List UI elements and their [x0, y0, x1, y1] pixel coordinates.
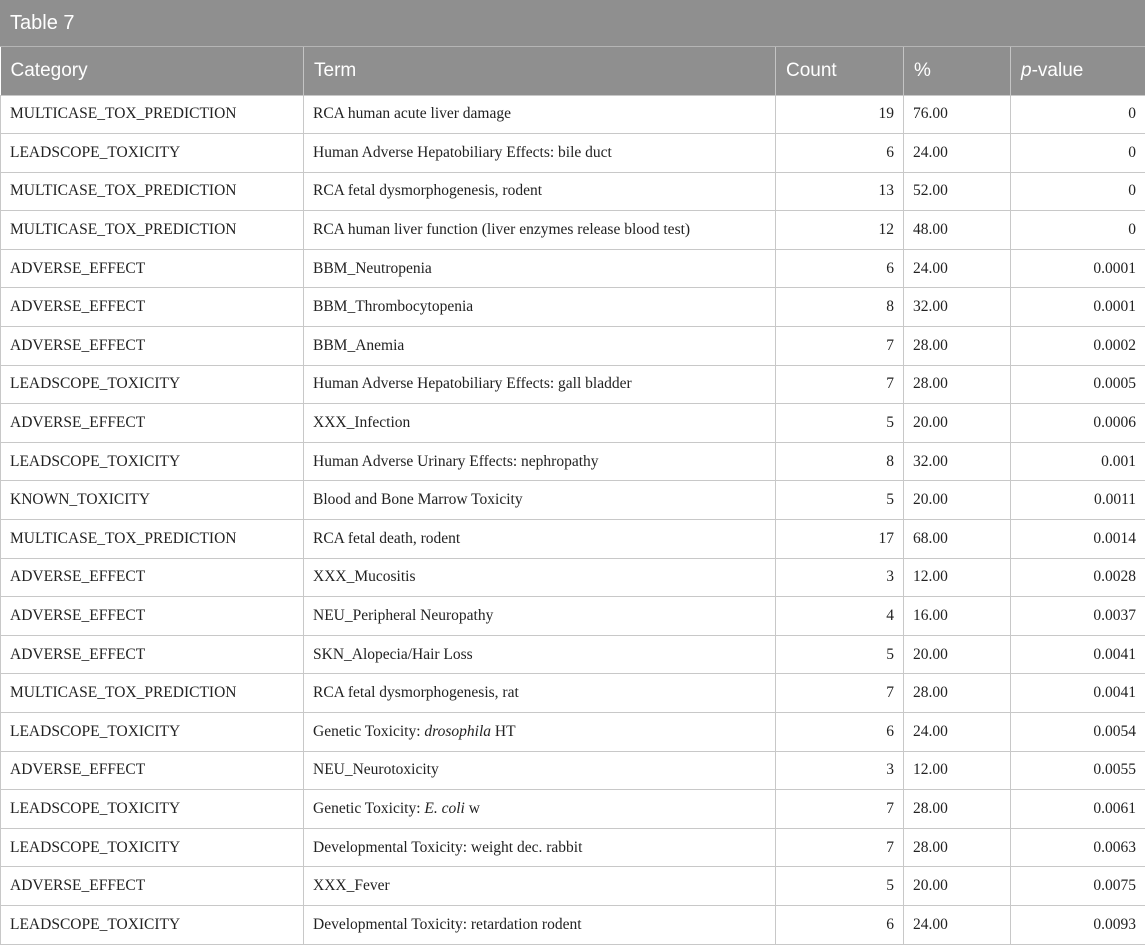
- cell-pvalue: 0.0005: [1011, 365, 1145, 404]
- table-row: [1, 442, 1145, 481]
- cell-term: NEU_Neurotoxicity: [304, 751, 776, 790]
- cell-percent: 20.00: [904, 481, 1011, 520]
- cell-percent: 76.00: [904, 95, 1011, 134]
- cell-term-part: Genetic Toxicity:: [313, 800, 424, 817]
- table-row: [1, 558, 1145, 597]
- cell-count: 19: [776, 95, 904, 134]
- cell-count: 5: [776, 404, 904, 443]
- cell-pvalue: 0.0041: [1011, 635, 1145, 674]
- cell-term: Human Adverse Hepatobiliary Effects: gall bladder: [304, 365, 776, 404]
- cell-count: 7: [776, 790, 904, 829]
- cell-term: [304, 713, 776, 752]
- cell-term-part: E. coli: [424, 800, 464, 817]
- cell-pvalue: 0: [1011, 95, 1145, 134]
- cell-category: ADVERSE_EFFECT: [1, 249, 304, 288]
- cell-count: 7: [776, 674, 904, 713]
- cell-percent: 32.00: [904, 442, 1011, 481]
- cell-category: MULTICASE_TOX_PREDICTION: [1, 95, 304, 134]
- cell-percent: 28.00: [904, 674, 1011, 713]
- cell-percent: 28.00: [904, 365, 1011, 404]
- cell-term: Developmental Toxicity: retardation rodent: [304, 905, 776, 944]
- cell-category: LEADSCOPE_TOXICITY: [1, 713, 304, 752]
- results-table: [0, 47, 1145, 945]
- cell-pvalue: 0.0002: [1011, 327, 1145, 366]
- cell-category: MULTICASE_TOX_PREDICTION: [1, 172, 304, 211]
- cell-pvalue: 0.0075: [1011, 867, 1145, 906]
- header-term: Term: [304, 47, 776, 95]
- table-row: [1, 327, 1145, 366]
- cell-count: 5: [776, 635, 904, 674]
- cell-term-part: drosophila: [424, 723, 491, 740]
- table-row: [1, 674, 1145, 713]
- cell-pvalue: 0.0054: [1011, 713, 1145, 752]
- cell-percent: 28.00: [904, 790, 1011, 829]
- table-row: [1, 288, 1145, 327]
- cell-count: 6: [776, 249, 904, 288]
- cell-term: RCA fetal dysmorphogenesis, rat: [304, 674, 776, 713]
- cell-pvalue: 0.0011: [1011, 481, 1145, 520]
- table-row: [1, 597, 1145, 636]
- cell-pvalue: 0.001: [1011, 442, 1145, 481]
- cell-category: ADVERSE_EFFECT: [1, 635, 304, 674]
- cell-count: 12: [776, 211, 904, 250]
- cell-pvalue: 0.0037: [1011, 597, 1145, 636]
- cell-term: XXX_Infection: [304, 404, 776, 443]
- cell-pvalue: 0.0001: [1011, 249, 1145, 288]
- cell-pvalue: 0.0055: [1011, 751, 1145, 790]
- table-body: [1, 95, 1145, 944]
- cell-term: Human Adverse Hepatobiliary Effects: bile duct: [304, 134, 776, 173]
- cell-category: LEADSCOPE_TOXICITY: [1, 134, 304, 173]
- cell-category: ADVERSE_EFFECT: [1, 558, 304, 597]
- cell-term: [304, 790, 776, 829]
- table-row: [1, 635, 1145, 674]
- cell-category: LEADSCOPE_TOXICITY: [1, 828, 304, 867]
- table-row: [1, 95, 1145, 134]
- cell-percent: 20.00: [904, 635, 1011, 674]
- cell-count: 5: [776, 481, 904, 520]
- table-row: [1, 790, 1145, 829]
- cell-term: XXX_Mucositis: [304, 558, 776, 597]
- cell-percent: 20.00: [904, 404, 1011, 443]
- cell-percent: 52.00: [904, 172, 1011, 211]
- cell-percent: 20.00: [904, 867, 1011, 906]
- cell-percent: 12.00: [904, 558, 1011, 597]
- cell-category: LEADSCOPE_TOXICITY: [1, 905, 304, 944]
- table-row: [1, 828, 1145, 867]
- header-pvalue: [1011, 47, 1145, 95]
- cell-percent: 24.00: [904, 134, 1011, 173]
- cell-percent: 48.00: [904, 211, 1011, 250]
- cell-percent: 68.00: [904, 520, 1011, 559]
- cell-pvalue: 0.0041: [1011, 674, 1145, 713]
- table-row: [1, 172, 1145, 211]
- table-row: [1, 751, 1145, 790]
- cell-percent: 12.00: [904, 751, 1011, 790]
- table-row: [1, 520, 1145, 559]
- cell-count: 8: [776, 288, 904, 327]
- cell-count: 17: [776, 520, 904, 559]
- cell-count: 6: [776, 905, 904, 944]
- header-count: Count: [776, 47, 904, 95]
- cell-percent: 24.00: [904, 249, 1011, 288]
- cell-category: ADVERSE_EFFECT: [1, 327, 304, 366]
- cell-pvalue: 0.0028: [1011, 558, 1145, 597]
- cell-category: ADVERSE_EFFECT: [1, 751, 304, 790]
- table-row: [1, 713, 1145, 752]
- cell-pvalue: 0: [1011, 211, 1145, 250]
- cell-term: Human Adverse Urinary Effects: nephropathy: [304, 442, 776, 481]
- cell-term: XXX_Fever: [304, 867, 776, 906]
- cell-category: LEADSCOPE_TOXICITY: [1, 442, 304, 481]
- cell-category: ADVERSE_EFFECT: [1, 288, 304, 327]
- cell-category: ADVERSE_EFFECT: [1, 404, 304, 443]
- cell-percent: 32.00: [904, 288, 1011, 327]
- cell-count: 3: [776, 558, 904, 597]
- cell-category: KNOWN_TOXICITY: [1, 481, 304, 520]
- cell-category: MULTICASE_TOX_PREDICTION: [1, 211, 304, 250]
- cell-term-part: HT: [491, 723, 516, 740]
- cell-count: 13: [776, 172, 904, 211]
- cell-count: 3: [776, 751, 904, 790]
- cell-percent: 28.00: [904, 327, 1011, 366]
- cell-term: BBM_Thrombocytopenia: [304, 288, 776, 327]
- cell-term: RCA fetal death, rodent: [304, 520, 776, 559]
- header-category: Category: [1, 47, 304, 95]
- cell-term-part: w: [465, 800, 480, 817]
- cell-category: MULTICASE_TOX_PREDICTION: [1, 674, 304, 713]
- header-pvalue-italic: p: [1021, 60, 1032, 81]
- cell-percent: 28.00: [904, 828, 1011, 867]
- table-row: [1, 365, 1145, 404]
- cell-pvalue: 0.0014: [1011, 520, 1145, 559]
- cell-term-part: Genetic Toxicity:: [313, 723, 424, 740]
- header-pvalue-rest: -value: [1032, 60, 1084, 81]
- cell-pvalue: 0: [1011, 172, 1145, 211]
- table-row: [1, 211, 1145, 250]
- table-row: [1, 134, 1145, 173]
- table-caption: Table 7: [0, 0, 1145, 47]
- cell-term: SKN_Alopecia/Hair Loss: [304, 635, 776, 674]
- cell-category: ADVERSE_EFFECT: [1, 597, 304, 636]
- table-row: [1, 905, 1145, 944]
- cell-term: BBM_Neutropenia: [304, 249, 776, 288]
- table-row: [1, 404, 1145, 443]
- cell-term: BBM_Anemia: [304, 327, 776, 366]
- cell-count: 8: [776, 442, 904, 481]
- cell-count: 5: [776, 867, 904, 906]
- cell-term: Developmental Toxicity: weight dec. rabbit: [304, 828, 776, 867]
- cell-term: RCA human liver function (liver enzymes release blood test): [304, 211, 776, 250]
- cell-percent: 16.00: [904, 597, 1011, 636]
- cell-pvalue: 0.0006: [1011, 404, 1145, 443]
- header-row: [1, 47, 1145, 95]
- cell-pvalue: 0.0093: [1011, 905, 1145, 944]
- cell-percent: 24.00: [904, 713, 1011, 752]
- cell-pvalue: 0.0061: [1011, 790, 1145, 829]
- cell-percent: 24.00: [904, 905, 1011, 944]
- cell-pvalue: 0: [1011, 134, 1145, 173]
- cell-category: LEADSCOPE_TOXICITY: [1, 365, 304, 404]
- cell-count: 6: [776, 713, 904, 752]
- cell-category: LEADSCOPE_TOXICITY: [1, 790, 304, 829]
- cell-term: RCA fetal dysmorphogenesis, rodent: [304, 172, 776, 211]
- cell-category: ADVERSE_EFFECT: [1, 867, 304, 906]
- cell-term: NEU_Peripheral Neuropathy: [304, 597, 776, 636]
- cell-count: 7: [776, 828, 904, 867]
- cell-category: MULTICASE_TOX_PREDICTION: [1, 520, 304, 559]
- cell-term: Blood and Bone Marrow Toxicity: [304, 481, 776, 520]
- table-row: [1, 249, 1145, 288]
- cell-count: 7: [776, 327, 904, 366]
- table-row: [1, 867, 1145, 906]
- cell-count: 4: [776, 597, 904, 636]
- cell-pvalue: 0.0001: [1011, 288, 1145, 327]
- cell-pvalue: 0.0063: [1011, 828, 1145, 867]
- table-row: [1, 481, 1145, 520]
- cell-term: RCA human acute liver damage: [304, 95, 776, 134]
- header-percent: %: [904, 47, 1011, 95]
- cell-count: 7: [776, 365, 904, 404]
- cell-count: 6: [776, 134, 904, 173]
